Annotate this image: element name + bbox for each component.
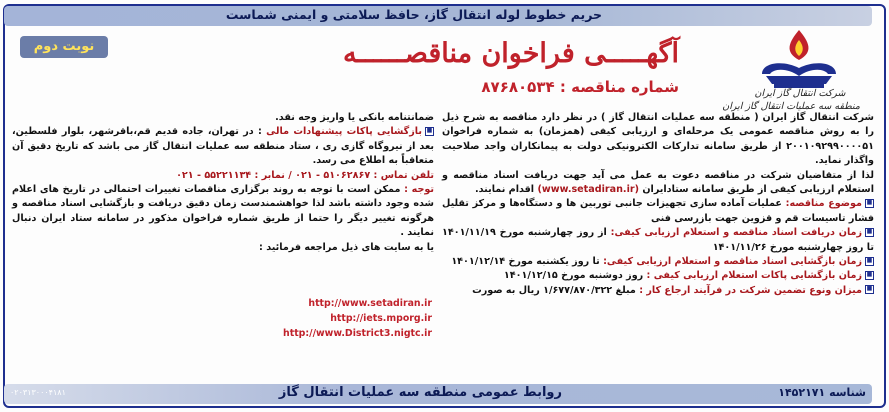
invite-paragraph: لذا از متقاضیان شرکت در مناقصه دعوت به عمل می آید جهت دریافت اسناد مناقصه و استعلام ارزیابی کیفی از طریق سامانه ستادایران (www.setadiran.ir) اقدام نمایند. bbox=[442, 169, 874, 196]
footer-id: ۰۲۰۳۱۳۰۰۰۴۱۸۱ bbox=[10, 388, 66, 397]
right-column bbox=[442, 111, 874, 298]
logo-caption bbox=[722, 86, 860, 112]
open-label: زمان بازگشایی پاکات استعلام ارزیابی کیفی : bbox=[646, 270, 862, 282]
bullet-icon: ■ bbox=[426, 126, 433, 134]
receive-text: از روز چهارشنبه مورخ ۱۴۰۱/۱۱/۱۹ تا روز چهارشنبه مورخ ۱۴۰۱/۱۱/۲۶ bbox=[442, 227, 874, 253]
opening-label: بازگشایی پاکات پیشنهادات مالی bbox=[266, 126, 422, 138]
return-item bbox=[442, 255, 874, 269]
receive-item bbox=[442, 226, 874, 255]
bullet-icon: ■ bbox=[866, 227, 873, 235]
notice-label: توجه : bbox=[404, 184, 435, 196]
site-link-iets[interactable]: http://iets.mporg.ir bbox=[330, 313, 432, 324]
site-link-setadiran[interactable]: http://www.setadiran.ir bbox=[308, 298, 432, 309]
subject-label: موضوع مناقصه: bbox=[785, 198, 862, 210]
guarantee-continued: ضمانتنامه بانکی یا واریز وجه نقد. bbox=[275, 112, 434, 123]
round-badge: نوبت دوم bbox=[20, 36, 108, 58]
opening-text: : در تهران، جاده قدیم قم،باقرشهر، بلوار فلسطین، بعد از نیروگاه گازی ری ، ستاد منطقه سه عملیات انتقال گاز می باشد که تاریخ دقیق آن متعاقباً به اطلاع می رسد. bbox=[12, 126, 434, 167]
phone-label: تلفن تماس : bbox=[373, 169, 434, 181]
subject-item bbox=[442, 197, 874, 226]
guarantee-item bbox=[442, 284, 874, 298]
bullet-icon: ■ bbox=[866, 270, 873, 278]
intro-paragraph: شرکت انتقال گاز ایران ( منطقه سه عملیات انتقال گاز ) در نظر دارد مناقصه به شرح ذیل را به روش مناقصه عمومی یک مرحله‌ای و ارزیابی کیفی (همزمان) به شماره فراخوان ۲۰۰۱۰۹۲۹۹۰۰۰۰۵۱ از طریق سامانه تدارکات الکترونیکی دولت به پیمانکاران واجد صلاحیت واگذار نماید. bbox=[442, 112, 874, 167]
footer-title: روابط عمومی منطقه سه عملیات انتقال گاز bbox=[278, 385, 562, 400]
banner-text: حریم خطوط لوله انتقال گاز، حافظ سلامتی و ایمنی شماست bbox=[225, 7, 602, 22]
notice-text: ممکن است با توجه به روند برگزاری مناقصات تغییرات احتمالی در تاریخ های اعلام شده وجود داشته باشد لذا خواهشمندست زمان دقیق دریافت و بازگشایی اسناد مناقصه و هرگونه تغییر دیگر را حتما از طریق شماره فراخوان مذکور در سامانه ستاد ایران دنبال نمایند . bbox=[12, 184, 434, 239]
return-label: زمان بازگشایی اسناد مناقصه و استعلام ارزیابی کیفی: bbox=[603, 256, 862, 268]
footer-code: شناسه ۱۴۵۲۱۷۱ bbox=[778, 386, 866, 399]
tender-number: شماره مناقصه : ۸۷۶۸۰۵۳۴ bbox=[481, 78, 679, 96]
guarantee-label: میزان ونوع تضمین شرکت در فرآیند ارجاع کار : bbox=[639, 284, 862, 296]
guarantee-text: مبلغ ۱/۶۷۷/۸۷۰/۳۲۲ ریال به صورت bbox=[472, 284, 636, 296]
phone-numbers: ۵۱۰۶۲۸۶۷ - ۰۲۱ / نمابر : ۵۵۲۲۱۱۳۴ - ۰۲۱ bbox=[176, 169, 371, 181]
notice-paragraph bbox=[12, 183, 434, 241]
top-banner bbox=[4, 6, 872, 26]
opening-item bbox=[12, 125, 434, 168]
subject-text: عملیات آماده سازی تجهیزات جانبی توربین ها و دستگاه‌ها و مرکز تقلیل فشار تاسیسات قم و قزوین جهت بازرسی فنی bbox=[442, 198, 874, 224]
return-text: تا روز یکشنبه مورخ ۱۴۰۱/۱۲/۱۴ bbox=[451, 256, 600, 268]
logo-line-2: منطقه سه عملیات انتقال گاز ایران bbox=[722, 101, 860, 112]
bullet-icon: ■ bbox=[866, 198, 873, 206]
open-item bbox=[442, 269, 874, 283]
left-column bbox=[12, 111, 434, 255]
sites-intro: یا به سایت های ذیل مراجعه فرمائید : bbox=[259, 241, 434, 253]
logo-line-1: شرکت انتقال گاز ایران bbox=[754, 88, 846, 99]
open-text: روز دوشنبه مورخ ۱۴۰۱/۱۲/۱۵ bbox=[503, 270, 644, 282]
receive-label: زمان دریافت اسناد مناقصه و استعلام ارزیابی کیفی: bbox=[610, 227, 863, 239]
footer-banner bbox=[4, 384, 872, 404]
ad-title: آگهـــــی فراخوان مناقصــــــه bbox=[342, 38, 679, 69]
bullet-icon: ■ bbox=[866, 256, 873, 264]
bullet-icon: ■ bbox=[866, 285, 873, 293]
site-link-district3[interactable]: http://www.District3.nigtc.ir bbox=[283, 328, 432, 339]
phone-line bbox=[12, 169, 434, 183]
setadiran-link[interactable]: (www.setadiran.ir) bbox=[537, 184, 639, 196]
site-links bbox=[222, 296, 432, 341]
